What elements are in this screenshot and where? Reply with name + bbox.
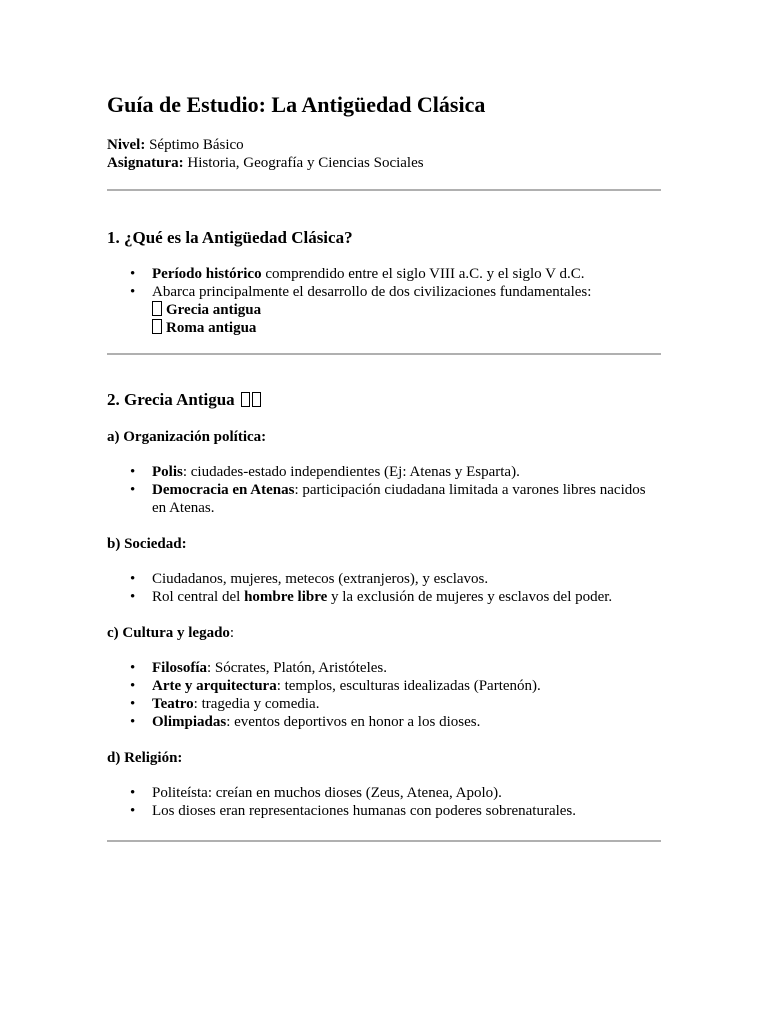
bullet-bold: Teatro: [152, 696, 194, 712]
list-item: • Politeísta: creían en muchos dioses (Zeus, Atenea, Apolo).: [152, 784, 661, 802]
sub-item-label: Roma antigua: [166, 320, 257, 336]
subsection-b-list: [107, 570, 661, 606]
section-1-list: [107, 265, 661, 337]
bullet-bold: Filosofía: [152, 660, 207, 676]
bullet-text: comprendido entre el siglo VIII a.C. y el siglo V d.C.: [261, 266, 585, 282]
bullet-bold: Período histórico: [152, 266, 262, 282]
section-1-heading: 1. ¿Qué es la Antigüedad Clásica?: [107, 228, 353, 247]
subsection-c-list: [107, 659, 661, 731]
list-item: [152, 677, 661, 695]
subsection-d-list: [107, 784, 661, 820]
flag-icon: [252, 392, 261, 407]
missing-glyph-icon: [152, 319, 162, 334]
subsection-d-heading: d) Religión:: [107, 750, 183, 766]
sub-item-roma: [152, 319, 661, 337]
nivel-label: Nivel:: [107, 137, 146, 153]
section-1: [107, 228, 661, 337]
meta-nivel: [107, 136, 424, 154]
bullet-text: : templos, esculturas idealizadas (Partenón).: [276, 678, 541, 694]
bullet-text: : tragedia y comedia.: [193, 696, 320, 712]
list-item: • Los dioses eran representaciones humanas con poderes sobrenaturales.: [152, 802, 661, 820]
bullet-bold: hombre libre: [244, 589, 328, 605]
bullet-text: Abarca principalmente el desarrollo de dos civilizaciones fundamentales:: [152, 284, 592, 300]
flag-icon: [241, 392, 250, 407]
list-item: [152, 659, 661, 677]
meta-asignatura: [107, 154, 424, 172]
list-item: [152, 695, 661, 713]
missing-glyph-icon: [152, 301, 162, 316]
bullet-text: y la exclusión de mujeres y esclavos del poder.: [327, 589, 613, 605]
list-item: [152, 713, 661, 731]
divider: [107, 840, 661, 842]
section-2-heading-text: 2. Grecia Antigua: [107, 390, 235, 409]
bullet-text: Rol central del: [152, 589, 245, 605]
asignatura-label: Asignatura:: [107, 155, 184, 171]
subsection-b-heading: b) Sociedad:: [107, 536, 187, 552]
list-item: • Ciudadanos, mujeres, metecos (extranjeros), y esclavos.: [152, 570, 661, 588]
bullet-bold: Democracia en Atenas: [152, 482, 295, 498]
list-item: [152, 283, 661, 337]
sub-item-grecia: [152, 301, 661, 319]
section-2: [107, 390, 661, 820]
bullet-text: : eventos deportivos en honor a los dioses.: [226, 714, 481, 730]
divider: [107, 189, 661, 191]
bullet-text: : participación ciudadana limitada a varones libres nacidos en Atenas.: [152, 482, 646, 516]
list-item: [152, 481, 661, 517]
subsection-c-heading-colon: :: [229, 625, 235, 641]
bullet-text: : Sócrates, Platón, Aristóteles.: [207, 660, 387, 676]
list-item: [152, 588, 661, 606]
sub-item-label: Grecia antigua: [166, 302, 262, 318]
bullet-bold: Olimpiadas: [152, 714, 227, 730]
bullet-text: : ciudades-estado independientes (Ej: Atenas y Esparta).: [182, 464, 520, 480]
divider: [107, 353, 661, 355]
page-title: Guía de Estudio: La Antigüedad Clásica: [107, 92, 486, 117]
subsection-a-list: [107, 463, 661, 517]
list-item: [152, 463, 661, 481]
section-2-heading: [107, 390, 661, 410]
bullet-bold: Polis: [152, 464, 183, 480]
subsection-c-heading-text: c) Cultura y legado: [107, 625, 230, 641]
subsection-c-heading: [107, 624, 661, 642]
bullet-bold: Arte y arquitectura: [152, 678, 277, 694]
list-item: [152, 265, 661, 283]
nivel-value: Séptimo Básico: [145, 137, 244, 153]
asignatura-value: Historia, Geografía y Ciencias Sociales: [183, 155, 424, 171]
subsection-a-heading: a) Organización política:: [107, 429, 267, 445]
document-meta: [107, 136, 424, 172]
